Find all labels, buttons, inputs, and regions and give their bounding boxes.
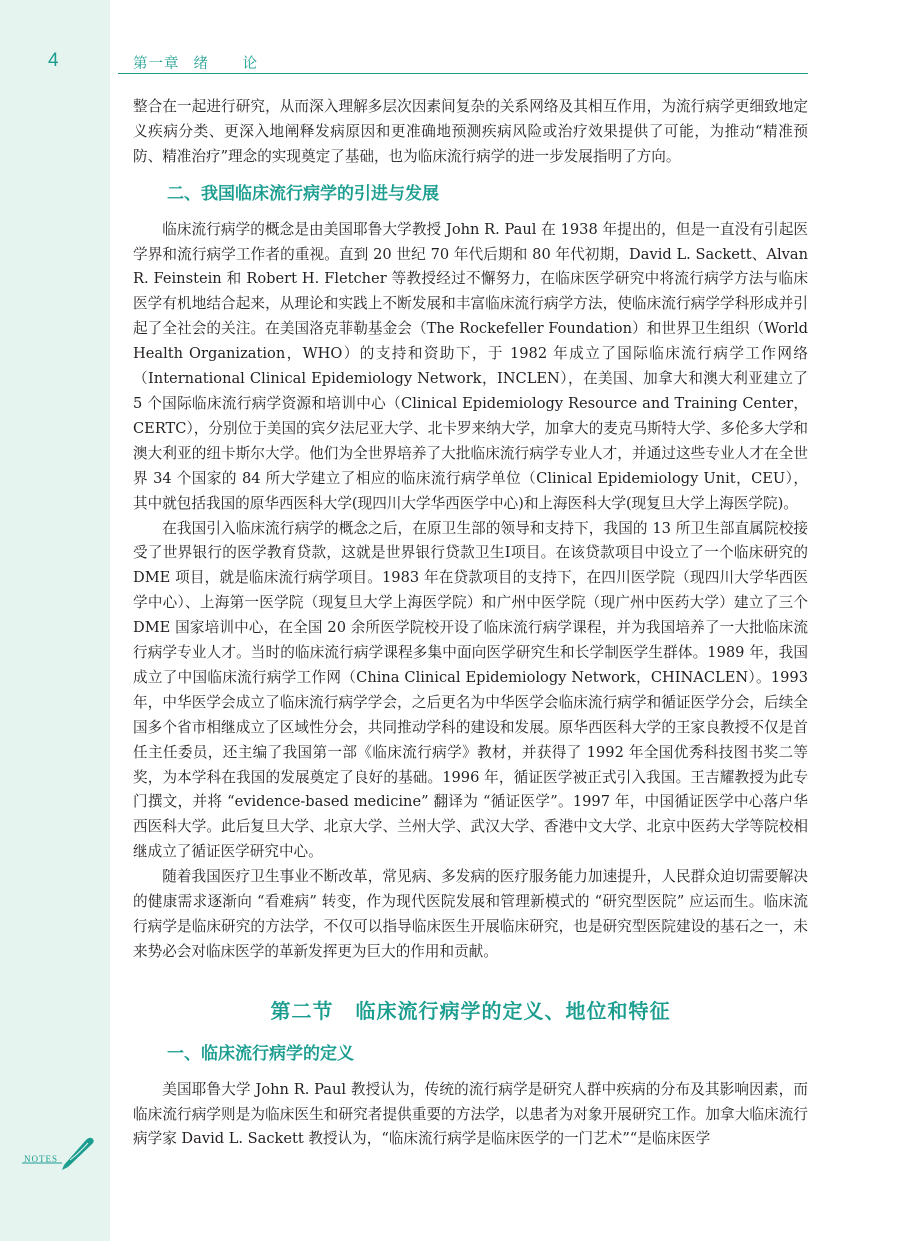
pen-icon — [18, 1132, 98, 1172]
paragraph: 随着我国医疗卫生事业不断改革，常见病、多发病的医疗服务能力加速提升，人民群众迫切需要解决的健康需求逐渐向 “看难病” 转变，作为现代医院发展和管理新模式的 “研究型医院” 应运而生。临床流行病学是临床研究的方法学，不仅可以指导临床医生开展临床研究，也是研究型医院建设的基石之一，未来势必会对临床医学的革新发挥更为巨大的作用和贡献。 — [133, 868, 808, 960]
subsection-heading: 一、临床流行病学的定义 — [167, 1043, 354, 1064]
paragraph: 整合在一起进行研究，从而深入理解多层次因素间复杂的关系网络及其相互作用，为流行病学更细致地定义疾病分类、更深入地阐释发病原因和更准确地预测疾病风险或治疗效果提供了可能，为推动“精准预防、精准治疗”理念的实现奠定了基础，也为临床流行病学的进一步发展指明了方向。 — [133, 98, 808, 165]
section-title: 临床流行病学的定义、地位和特征 — [355, 998, 671, 1023]
notes-label: NOTES — [24, 1154, 58, 1164]
subsection-heading: 二、我国临床流行病学的引进与发展 — [167, 183, 439, 204]
page-number: 4 — [48, 50, 59, 71]
page-content — [133, 95, 808, 1152]
paragraph: 美国耶鲁大学 John R. Paul 教授认为，传统的流行病学是研究人群中疾病的分布及其影响因素，而临床流行病学则是为临床医生和研究者提供重要的方法学，以患者为对象开展研究工作。加拿大临床流行病学家 David L. Sackett 教授认为，“临床流行病学是临床医学的一门艺术”“是临床医学 — [133, 1080, 808, 1148]
running-head — [133, 52, 267, 73]
header-rule — [118, 73, 808, 74]
paragraph: 在我国引入临床流行病学的概念之后，在原卫生部的领导和支持下，我国的 13 所卫生部直属院校接受了世界银行的医学教育贷款，这就是世界银行贷款卫生Ⅰ项目。在该贷款项目中设立了一个临床研究的 DME 项目，就是临床流行病学项目。1983 年在贷款项目的支持下，在四川医学院（现四川大学华西医学中心）、上海第一医学院（现复旦大学上海医学院）和广州中医学院（现广州中医药大学）建立了三个 DME 国家培训中心，在全国 20 余所医学院校开设了临床流行病学课程，并为我国培养了一大批临床流行病学专业人才。当时的临床流行病学课程多集中面向医学研究生和长学制医学生群体。1989 年，我国成立了中国临床流行病学工作网（China Clinical Epidemiology Network，CHINACLEN）。1993 年，中华医学会成立了临床流行病学学会，之后更名为中华医学会临床流行病学和循证医学分会，后续全国多个省市相继成立了区域性分会，共同推动学科的建设和发展。原华西医科大学的王家良教授不仅是首任主任委员，还主编了我国第一部《临床流行病学》教材，并获得了 1992 年全国优秀科技图书奖二等奖，为本学科在我国的发展奠定了良好的基础。1996 年，循证医学被正式引入我国。王吉耀教授为此专门撰文，并将 “evidence-based medicine” 翻译为 “循证医学”。1997 年，中国循证医学中心落户华西医科大学。此后复旦大学、北京大学、兰州大学、武汉大学、香港中文大学、北京中医药大学等院校相继成立了循证医学研究中心。 — [133, 519, 808, 861]
chapter-title: 绪 论 — [193, 56, 267, 72]
chapter-label: 第一章 — [133, 56, 180, 72]
margin-strip — [0, 0, 110, 1241]
section-heading — [133, 999, 808, 1024]
paragraph: 临床流行病学的概念是由美国耶鲁大学教授 John R. Paul 在 1938 年提出的，但是一直没有引起医学界和流行病学工作者的重视。直到 20 世纪 70 年代后期和 80 年代初期，David L. Sackett、Alvan R. Feinstein 和 Robert H. Fletcher 等教授经过不懈努力，在临床医学研究中将流行病学方法与临床医学有机地结合起来，从理论和实践上不断发展和丰富临床流行病学方法，使临床流行病学学科形成并引起了全社会的关注。在美国洛克菲勒基金会（The Rockefeller Foundation）和世界卫生组织（World Health Organization，WHO）的支持和资助下，于 1982 年成立了国际临床流行病学工作网络（International Clinical Epidemiology Network，INCLEN），在美国、加拿大和澳大利亚建立了 5 个国际临床流行病学资源和培训中心（Clinical Epidemiology Resource and Training Center，CERTC），分别位于美国的宾夕法尼亚大学、北卡罗来纳大学，加拿大的麦克马斯特大学、多伦多大学和澳大利亚的纽卡斯尔大学。他们为全世界培养了大批临床流行病学专业人才，并通过这些专业人才在全世界 34 个国家的 84 所大学建立了相应的临床流行病学单位（Clinical Epidemiology Unit，CEU），其中就包括我国的原华西医科大学(现四川大学华西医学中心)和上海医科大学(现复旦大学上海医学院)。 — [133, 220, 808, 512]
notes-marker — [18, 1132, 98, 1172]
section-number: 第二节 — [270, 998, 334, 1023]
